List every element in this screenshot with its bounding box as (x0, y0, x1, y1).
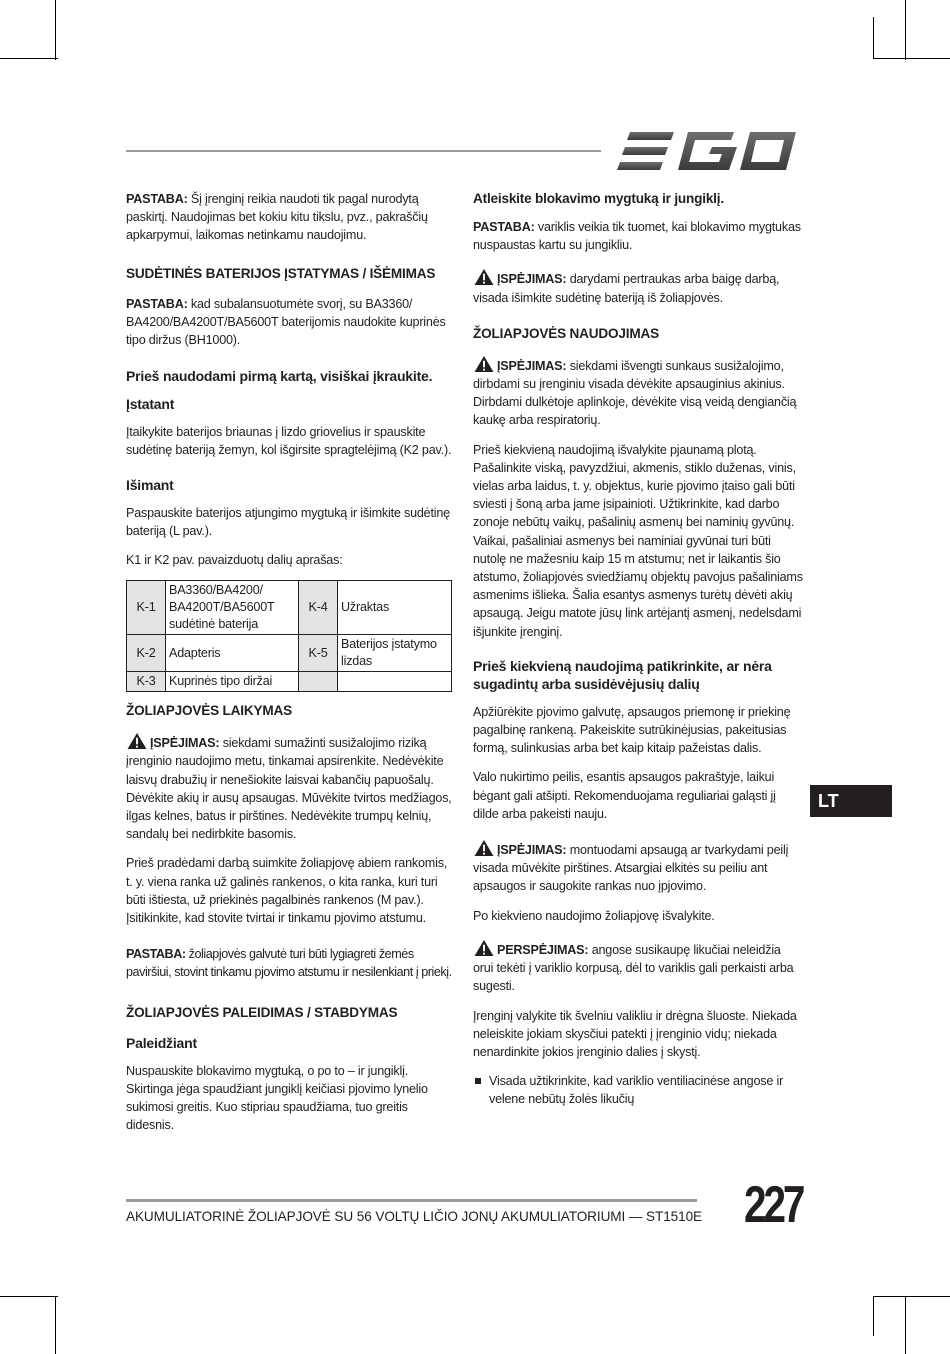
section-heading-startstop: ŽOLIAPJOVĖS PALEIDIMAS / STABDYMAS (126, 1004, 398, 1020)
crop-mark (55, 1296, 56, 1354)
page-number: 227 (744, 1176, 803, 1234)
wash-paragraph: Įrenginį valykite tik švelniu valikliu ir drėgna šluoste. Niekada neleiskite jokiam skysčiui patekti į įrenginio vidų; niekada nenardinkite jokios įrenginio dalies į skystį. (473, 1008, 797, 1059)
part-id: K-2 (127, 635, 166, 672)
table-row (127, 672, 452, 692)
caution-paragraph: PERSPĖJIMAS: angose susikaupę likučiai neleidžia orui tekėti į variklio korpusą, dėl to variklis gali perkaisti arba sugesti. (473, 939, 803, 996)
warning-triangle-icon (126, 732, 148, 750)
warning-paragraph: ĮSPĖJIMAS: darydami pertraukas arba baigę darbą, visada išimkite sudėtinę bateriją iš žoliapjovės. (473, 268, 803, 306)
warning-triangle-icon (473, 268, 495, 286)
clean-after-paragraph: Po kiekvieno naudojimo žoliapjovę išvalykite. (473, 908, 715, 923)
part-id (299, 672, 338, 692)
bullet-list (473, 1072, 803, 1108)
footer-title: AKUMULIATORINĖ ŽOLIAPJOVĖ SU 56 VOLTŲ LIČIO JONŲ AKUMULIATORIUMI — ST1510E (126, 1209, 703, 1224)
part-name: Užraktas (338, 581, 452, 635)
note-paragraph: PASTABA: variklis veikia tik tuomet, kai blokavimo mygtukas nuspaustas kartu su jungikliu. (473, 220, 801, 253)
section-heading-battery: SUDĖTINĖS BATERIJOS ĮSTATYMAS / IŠĖMIMAS (126, 265, 436, 281)
holding-paragraph: Prieš pradėdami darbą suimkite žoliapjovę abiem rankomis, t. y. viena ranka už galinės rankenos, o kita ranka, kuri turi būti ištiesta, už priekinės pagalbinės rankenos (M pav.). Įsitikinkite, kad stovite tvirtai ir tinkamu pjovimo atstumu. (126, 856, 448, 926)
part-id: K-4 (299, 581, 338, 635)
crop-mark (0, 58, 58, 59)
warning-triangle-icon (473, 939, 495, 957)
parts-table (126, 580, 452, 692)
table-row (127, 581, 452, 635)
note-paragraph: PASTABA: žoliapjovės galvutė turi būti lygiagreti žemės paviršiui, stovint tinkamu pjovimo atstumu ir nesilenkiant į priekį. (126, 947, 452, 980)
warning-paragraph: ĮSPĖJIMAS: siekdami išvengti sunkaus susižalojimo, dirbdami su įrenginiu visada dėvėkite apsauginius akinius. Dirbdami dulkėtoje aplinkoje, dėvėkite visą veidą dengiančią kaukę arba respiratorių. (473, 355, 803, 430)
install-heading: Įstatant (126, 396, 175, 413)
section-heading-holding: ŽOLIAPJOVĖS LAIKYMAS (126, 703, 292, 719)
crop-mark (873, 17, 874, 59)
table-intro: K1 ir K2 pav. pavaizduotų dalių aprašas: (126, 553, 343, 568)
remove-heading: Išimant (126, 476, 174, 493)
crop-mark (0, 1296, 58, 1297)
start-heading: Paleidžiant (126, 1034, 197, 1051)
right-column (473, 190, 803, 1109)
release-heading: Atleiskite blokavimo mygtuką ir jungiklį. (473, 191, 724, 206)
crop-mark (55, 0, 56, 60)
note-paragraph: PASTABA: kad subalansuotumėte svorį, su BA3360/ BA4200/BA4200T/BA5600T baterijomis naudokite kuprinės tipo diržus (BH1000). (126, 296, 446, 348)
part-id: K-1 (127, 581, 166, 635)
left-column (126, 190, 454, 1145)
table-row (127, 635, 452, 672)
list-item: Visada užtikrinkite, kad variklio ventiliacinėse angose ir velene nebūtų žolės likučių (473, 1072, 803, 1108)
section-heading-use: ŽOLIAPJOVĖS NAUDOJIMAS (473, 325, 659, 341)
crop-mark (905, 1296, 906, 1354)
crop-mark (873, 1296, 874, 1336)
part-name: Baterijos įstatymo lizdas (338, 635, 452, 672)
note-paragraph: PASTABA: Šį įrenginį reikia naudoti tik pagal nurodytą paskirtį. Naudojimas bet kokiu kitu tikslu, pvz., pakraščių apkarpymui, laikomas netinkamu naudojimu. (126, 192, 428, 243)
part-name: Kuprinės tipo diržai (166, 672, 299, 692)
ego-logo (616, 130, 800, 172)
header-rule (126, 150, 601, 152)
check-paragraph: Apžiūrėkite pjovimo galvutę, apsaugos priemonę ir priekinę pagalbinę rankeną. Pakeiskite sutrūkinėjusias, pakeitusias formą, sulinkusias arba bet kaip kitaip pažeistas dalis. (473, 704, 791, 756)
install-paragraph: Įtaikykite baterijos briaunas į lizdo griovelius ir spauskite sudėtinę bateriją žemyn, kol išgirsite spragtelėjimą (K2 pav.). (126, 425, 452, 458)
crop-mark (905, 0, 906, 60)
check-heading: Prieš kiekvieną naudojimą patikrinkite, ar nėra sugadintų arba susidėvėjusių dalių (473, 657, 772, 692)
part-name (338, 672, 452, 692)
footer-rule (126, 1199, 697, 1202)
part-name: Adapteris (166, 635, 299, 672)
remove-paragraph: Paspauskite baterijos atjungimo mygtuką ir išimkite sudėtinę bateriją (L pav.). (126, 505, 450, 538)
part-id: K-3 (127, 672, 166, 692)
part-name: BA3360/BA4200/ BA4200T/BA5600T sudėtinė baterija (166, 581, 299, 635)
blade-paragraph: Valo nukirtimo peilis, esantis apsaugos pakraštyje, laikui bėgant gali atšipti. Rekomenduojama reguliariai galąsti jį dilde arba pakeisti nauju. (473, 770, 776, 821)
language-tab: LT (810, 785, 892, 817)
warning-triangle-icon (473, 839, 495, 857)
warning-triangle-icon (473, 355, 495, 373)
charge-first-heading: Prieš naudodami pirmą kartą, visiškai įkraukite. (126, 368, 433, 385)
crop-mark (873, 58, 950, 59)
warning-paragraph: ĮSPĖJIMAS: siekdami sumažinti susižalojimo riziką įrenginio naudojimo metu, tinkamai apsirenkite. Nedėvėkite laisvų drabužių ir nenešiokite laisvai kabančių papuošalų. Dėvėkite akių ir ausų apsaugas. Mūvėkite tvirtos medžiagos, ilgas kelnes, batus ir pirštines. Nedėvėkite trumpų kelnių, sandalų bei nedirbkite basomis. (126, 732, 454, 843)
start-paragraph: Nuspauskite blokavimo mygtuką, o po to – ir jungiklį. Skirtinga jėga spaudžiant jungiklį keičiasi pjovimo lynelio sukimosi greitis. Kuo stipriau spaudžiama, tuo greitis didesnis. (126, 1063, 428, 1133)
clear-area-paragraph: Prieš kiekvieną naudojimą išvalykite pjaunamą plotą. Pašalinkite viską, pavyzdžiui, akmenis, stiklo duženas, vinis, vielas arba laidus, t. y. objektus, kurie pjovimo įtaiso gali būti sviesti į šoną arba jame įsipainioti. Užtikrinkite, kad darbo zonoje nebūtų vaikų, pašalinių asmenų bei naminių gyvūnų. Vaikai, pašaliniai asmenys bei naminiai gyvūnai turi būti nutolę ne mažesniu kaip 15 m atstumu; net ir laikantis šio atstumo, žoliapjovės sviedžiamų objektų pavojus pašaliniams asmenims išlieka. Šalia esantys asmenys turėtų dėvėti akių apsaugą. Jeigu matote jūsų link artėjantį asmenį, nedelsdami išjunkite įrenginį. (473, 442, 803, 639)
part-id: K-5 (299, 635, 338, 672)
warning-paragraph: ĮSPĖJIMAS: montuodami apsaugą ar tvarkydami peilį visada mūvėkite pirštines. Atsargiai elkitės su peiliu ant apsaugos ir saugokite rankas nuo įpjovimo. (473, 839, 803, 896)
crop-mark (873, 1296, 950, 1297)
